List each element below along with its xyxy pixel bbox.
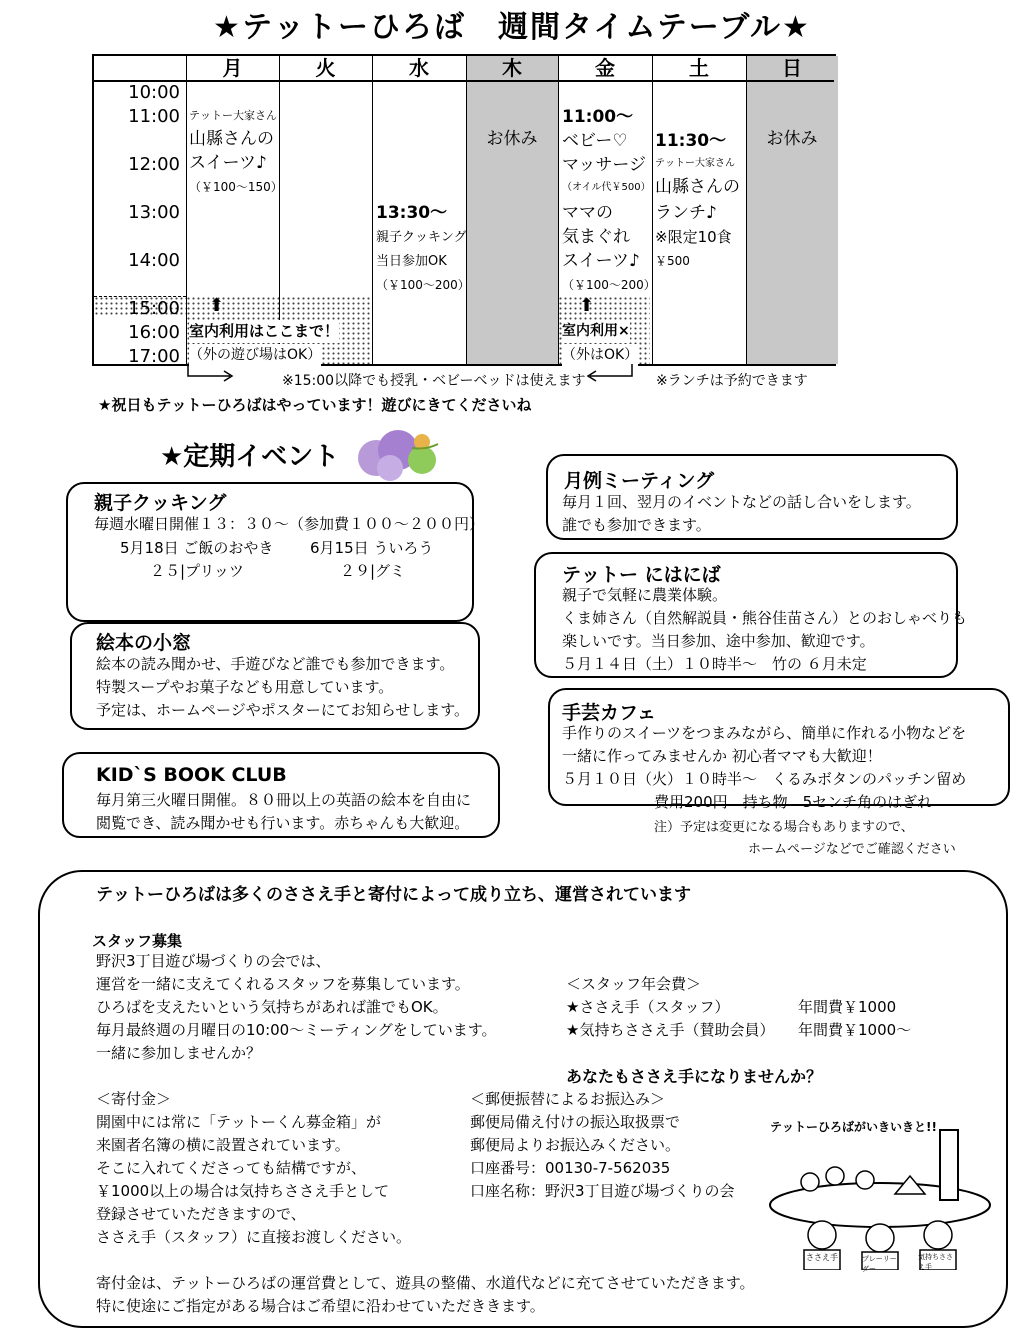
donation-title: ＜寄付金＞ [96,1090,172,1108]
nursing-note: ※15:00以降でも授乳・ベビーベッドは使えます [282,373,586,389]
wed-time: 13:30～ [376,203,448,223]
mon-host: テットー大家さん [189,109,277,122]
fri-oil: （オイル代￥500） [562,182,651,193]
event-meeting-title: 月例ミーティング [564,470,715,492]
sat-time: 11:30～ [655,131,727,151]
day-sun: 日 [782,56,802,80]
postal-line: 口座番号：00130-7-562035 [470,1159,671,1177]
fri-price: （￥100～200） [562,278,656,292]
day-mon: 月 [222,56,243,80]
time-1300: 13:00 [128,202,180,223]
staff-line: ひろばを支えたいという気持ちがあれば誰でもOK。 [96,998,448,1016]
event-cafe-title: 手芸カフェ [562,702,657,724]
sat-line1: 山縣さんの [655,177,740,197]
time-1500: 15:00 [128,298,180,319]
schedule-note2: ホームページなどでご確認ください [748,842,956,857]
staff-title: スタッフ募集 [92,932,183,950]
mon-price: （￥100～150） [189,180,283,194]
event-cafe-line4: 費用200円 持ち物 5センチ角のはぎれ [654,793,933,811]
postal-line: 郵便局よりお振込みください。 [470,1136,681,1154]
sat-line3: ※限定10食 [655,228,732,246]
schedule-note1: 注）予定は変更になる場合もありますので、 [654,820,914,835]
fee1-label: ★ささえ手（スタッフ） [566,998,730,1016]
page-title: ★テットーひろば 週間タイムテーブル★ [213,10,811,45]
time-1100: 11:00 [128,106,180,127]
illus-sign-kimochi: 気持ちささえ手 [918,1253,953,1271]
event-cooking-s1: 5月18日 ご飯のおやき [120,539,274,557]
mon-line2: スイーツ♪ [189,153,267,173]
postal-title: ＜郵便振替によるお振込み＞ [470,1090,666,1108]
event-cooking-title: 親子クッキング [94,492,227,514]
illus-sign-supporter: ささえ手 [806,1253,838,1262]
event-cafe-line3: ５月１０日（火）１０時半～ くるみボタンのパッチン留め [562,770,967,788]
illus-sign-playleader: プレーリーダー [862,1255,897,1273]
event-kids-title: KID`S BOOK CLUB [96,764,287,786]
day-fri: 金 [595,56,615,80]
outdoor-note-mon: （外の遊び場はOK） [189,344,321,367]
event-meeting-line1: 毎月１回、翌月のイベントなどの話し合いをします。 [562,493,921,511]
event-nihanihani-title: テットー にはにば [562,564,721,586]
sunday-closed-bg [746,80,838,364]
event-cafe-line1: 手作りのスイーツをつまみながら、簡単に作れる小物などを [562,724,967,742]
event-cooking-s3: ２５|プリッツ [150,562,244,580]
day-thu: 木 [502,56,522,80]
donation-line: 開園中には常に「テットーくん募金箱」が [96,1113,382,1131]
event-cooking-line1: 毎週水曜日開催１３：３０～（参加費１００～２００円） [94,515,485,533]
donation-line: 登録させていただきますので、 [96,1205,306,1223]
thu-closed: お休み [486,129,538,149]
staff-line: 野沢3丁目遊び場づくりの会では、 [96,952,331,970]
event-kids-line2: 閲覧でき、読み聞かせも行います。赤ちゃんも大歓迎。 [96,814,470,832]
sat-price: ￥500 [655,254,690,268]
holiday-note: ★祝日もテットーひろばはやっています！遊びにきてくださいね [98,396,532,414]
staff-line: 毎月最終週の月曜日の10:00～ミーティングをしています。 [96,1021,497,1039]
time-1700: 17:00 [128,346,180,367]
footer-line1: 寄付金は、テットーひろばの運営費として、遊具の整備、水道代などに充てさせていただきます。 [96,1274,755,1292]
sat-host: テットー大家さん [655,158,735,169]
fri-line3: ママの [562,203,613,223]
mon-line1: 山縣さんの [189,129,274,149]
event-ehon-title: 絵本の小窓 [96,632,192,654]
fee1-value: 年間費￥1000 [798,998,897,1016]
time-1600: 16:00 [128,322,180,343]
fri-line5: スイーツ♪ [562,251,640,271]
postal-line: 口座名称：野沢3丁目遊び場づくりの会 [470,1182,735,1200]
invite-text: あなたもささえ手になりませんか？ [566,1067,823,1086]
event-meeting-line2: 誰でも参加できます。 [562,516,711,534]
illustration-caption: テットーひろばがいきいきと!! [770,1120,937,1134]
lunch-note: ※ランチは予約できます [656,373,808,389]
fee-title: ＜スタッフ年会費＞ [566,975,702,993]
day-sat: 土 [689,56,709,80]
time-1400: 14:00 [128,250,180,271]
events-heading: ★定期イベント [160,442,340,472]
wed-line1: 親子クッキング [376,230,467,245]
donation-line: 来園者名簿の横に設置されています。 [96,1136,350,1154]
event-kids-line1: 毎月第三火曜日開催。８０冊以上の英語の絵本を自由に [96,791,472,809]
event-cafe-line2: 一緒に作ってみませんか 初心者ママも大歓迎！ [562,747,882,765]
event-cooking-s2: 6月15日 ういろう [310,539,434,557]
supporters-illustration-icon [760,1110,1000,1270]
time-1000: 10:00 [128,82,180,103]
event-nihanihani-line1: 親子で気軽に農業体験。 [562,586,728,604]
support-heading: テットーひろばは多くのささえ手と寄付によって成り立ち、運営されています [96,885,691,905]
time-1200: 12:00 [128,154,180,175]
event-nihanihani-line4: ５月１４日（土）１０時半～ 竹の ６月未定 [562,655,867,673]
day-tue: 火 [315,56,336,80]
fri-line1: ベビー♡ [562,131,628,151]
event-nihanihani-line3: 楽しいです。当日参加、途中参加、歓迎です。 [562,632,875,650]
sun-closed: お休み [766,129,818,149]
indoor-note-mon: 室内利用はここまで！ [189,320,339,343]
fri-time: 11:00～ [562,107,634,127]
donation-line: ￥1000以上の場合は気持ちささえ手として [96,1182,390,1200]
event-nihanihani-line2: くま姉さん（自然解説員・熊谷佳苗さん）とのおしゃべりも [562,609,968,627]
wed-price: （￥100～200） [376,278,470,292]
event-cooking-s4: ２９|グミ [340,562,406,580]
up-arrow-icon: ⬆ [209,295,225,316]
fri-line2: マッサージ [562,155,646,175]
sat-line2: ランチ♪ [655,203,717,223]
wed-line2: 当日参加OK [376,254,447,269]
fri-line4: 気まぐれ [562,227,630,247]
event-ehon-line1: 絵本の読み聞かせ、手遊びなど誰でも参加できます。 [96,655,455,673]
indoor-note-fri: 室内利用× [562,320,630,343]
event-ehon-line2: 特製スープやお菓子なども用意しています。 [96,678,394,696]
postal-line: 郵便局備え付けの振込取扱票で [470,1113,681,1131]
outdoor-note-fri: （外はOK） [562,344,638,367]
fee2-value: 年間費￥1000～ [798,1021,912,1039]
up-arrow-icon: ⬆ [579,295,595,316]
donation-line: ささえ手（スタッフ）に直接お渡しください。 [96,1228,412,1246]
fee2-label: ★気持ちささえ手（賛助会員） [566,1021,775,1039]
event-ehon-line3: 予定は、ホームページやポスターにてお知らせします。 [96,701,470,719]
footer-line2: 特に使途にご指定がある場合はご希望に沿わせていただききます。 [96,1297,545,1315]
day-wed: 水 [409,56,429,80]
staff-line: 運営を一緒に支えてくれるスタッフを募集しています。 [96,975,470,993]
staff-line: 一緒に参加しませんか？ [96,1044,262,1062]
thursday-closed-bg [466,80,558,364]
weekly-timetable [92,54,836,366]
donation-line: そこに入れてくださっても結構ですが、 [96,1159,367,1177]
hydrangea-snail-icon [352,420,444,482]
